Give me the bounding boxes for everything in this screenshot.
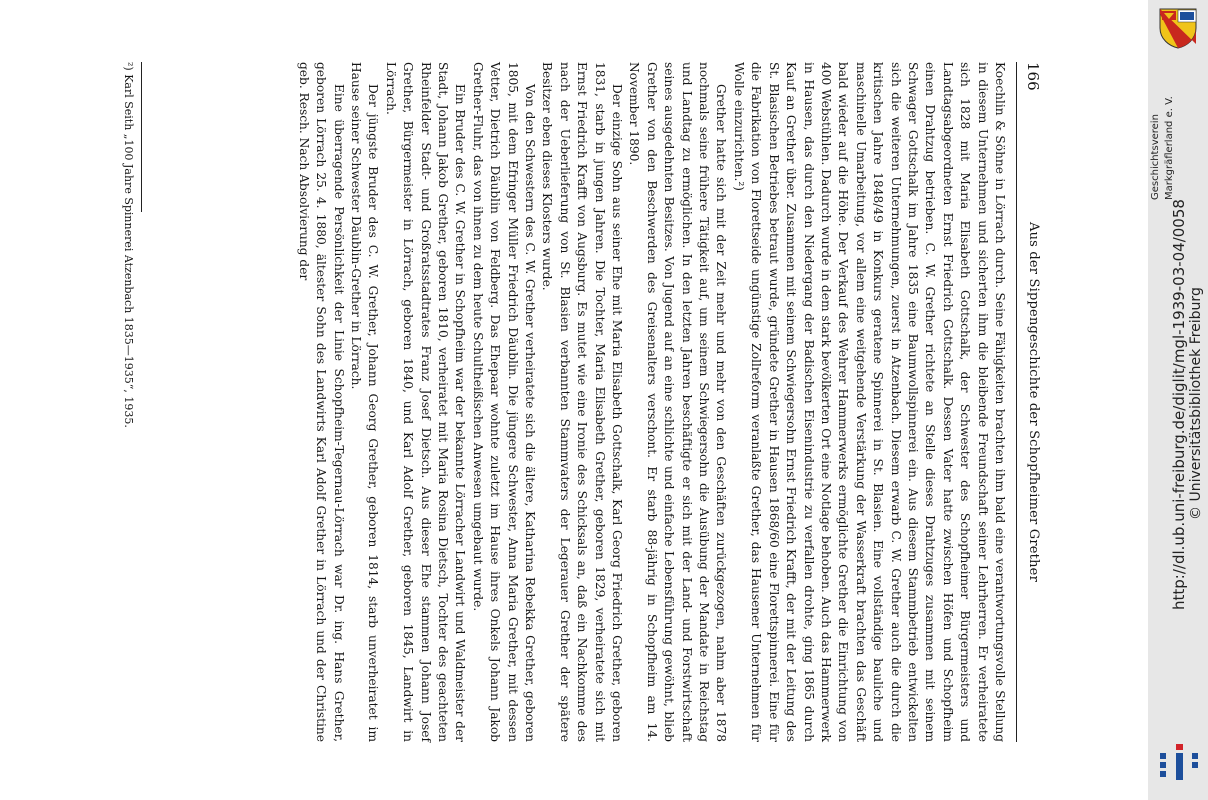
paragraph: Der einzige Sohn aus seiner Ehe mit Maria Elisabeth Gottschalk, Karl Georg Friedrich Grether, geboren 1831, starb in jungen Jahren. Die Tochter, Maria Elisabeth Grether, geboren 1829, verheiratete sich mit Ernst Friedrich Krafft von Augsburg. Es mutet wie eine Ironie des Schicksals an, daß ein Nachkomme des nach der Ueberlieferung von St. Blasien verbannten Stammvaters der Legerauer Grether der spätere Besitzer eben dieses Klosters wurde. (540, 62, 625, 742)
running-head (1016, 62, 1042, 742)
footnote-rule (141, 62, 142, 212)
page-content (82, 62, 1042, 742)
running-title: Aus der Sippengeschichte der Schopfheimer Grether (1026, 222, 1041, 582)
university-library-logo-icon (1152, 744, 1206, 780)
society-name: Geschichtsverein (1150, 114, 1161, 200)
paragraph: Koechlin & Söhne in Lörrach durch. Seine Fähigkeiten brachten ihm bald eine verantwortungsvolle Stellung in diesem Unternehmen und sicherten ihm die bleibende Freundschaft seiner Lehrherren. Er verheiratete sich 1828 mit Maria Elisabeth Gottschalk, der Schwester des Schopfheimer Bürgermeisters und Landtagsabgeordneten Ernst Friedrich Gottschalk. Dessen Vater hatte zwischen Höfen und Schopfheim einen Drahtzug betrieben. C. W. Grether richtete an Stelle dieses Drahtzuges zusammen mit seinem Schwager Gottschalk im Jahre 1835 eine Baumwollspinnerei ein. Aus diesem Stammbetrieb entwickelten sich die weiteren Unternehmungen, zuerst in Atzenbach. Diesem erwarb C. W. Grether auch die durch die kritischen Jahre 1848/49 in Konkurs geratene Spinnerei in St. Blasien. Eine vollständige bauliche und maschinelle Umarbeitung, vor allem eine weitgehende Verstärkung der Wasserkraft brachten das Geschäft bald wieder auf die Höhe. Der Verkauf des Wehrer Hammerwerks ermöglichte Grether die Einrichtung von 400 Webstühlen. Dadurch wurde in dem stark bevölkerten Ort eine Notlage behoben. Auch das Hammerwerk in Hausen, das durch den Niedergang der Badischen Eisenindustrie zu verfallen drohte, ging 1865 durch Kauf an Grether über. Zusammen mit seinem Schwiegersohn Ernst Friedrich Krafft, der mit der Leitung des St. Blasischen Betriebes betraut wurde, gründete Grether in Hausen 1868/60 eine Florettspinnerei. Eine für die Fabrikation von Florettseide ungünstige Zollreform veranlaßte Grether, das Hausener Unternehmen für Wolle einzurichten.²) (731, 62, 1007, 742)
copyright-notice: © Universitätsbibliothek Freiburg (1188, 287, 1204, 520)
society-region: Markgräflerland e. V. (1164, 96, 1175, 200)
paragraph: Von den Schwestern des C. W. Grether verheiratete sich die ältere, Katharina Rebekka Grether, geboren 1805, mit dem Efringer Müller Friedrich Däublin. Die jüngere Schwester, Anna Maria Grether, mit dessen Vetter, Dietrich Däublin von Feldberg. Das Ehepaar wohnte zuletzt im Hause ihres Onkels Johann Jakob Grether-Fluhr, das von ihnen zu dem heute Schultheißischen Anwesen umgebaut wurde. (470, 62, 538, 742)
paragraph: Grether hatte sich mit der Zeit mehr und mehr von den Geschäften zurückgezogen, nahm aber 1878 nochmals seine frühere Tätigkeit auf, um seinem Schwiegersohn die Ausübung der Mandate in Reichstag und Landtag zu ermöglichen. In den letzten Jahren beschäftigte er sich mit der Land- und Forstwirtschaft seines ausgedehnten Besitzes. Von Jugend auf an eine schlichte und einfache Lebensführung gewöhnt, blieb Grether von den Beschwerden des Greisenalters verschont. Er starb 88-jährig in Schopfheim am 14. November 1890. (627, 62, 729, 742)
source-url-link[interactable]: http://dl.ub.uni-freiburg.de/diglit/mgl-1939-03-04/0058 (1170, 199, 1188, 610)
paragraph: Der jüngste Bruder des C. W. Grether, Johann Georg Grether, geboren 1814, starb unverheiratet im Hause seiner Schwester Däublin-Grether in Lörrach. (348, 62, 381, 742)
body-text (294, 62, 1008, 742)
paragraph: Eine überragende Persönlichkeit der Linie Schopfheim-Tegernau-Lörrach war Dr. ing. Hans Grether, geboren Lörrach 25. 4. 1880, ältester Sohn des Landwirts Karl Adolf Grether in Lörrach und der Christine geb. Resch. Nach Absolvierung der (296, 62, 346, 742)
footnote: ²) Karl Seith „100 Jahre Spinnerei Atzenbach 1835—1935“, 1935. (122, 62, 135, 428)
paragraph: Ein Bruder des C. W. Grether in Schopfheim war der bekannte Lörracher Landwirt und Waldmeister der Stadt, Johann Jakob Grether, geboren 1810, verheiratet mit Maria Rosina Dietsch, Tochter des geachteten Rheinfelder Stadt- und Großratsstadtrates Franz Josef Dietsch. Aus dieser Ehe stammen Johann Josef Grether, Bürgermeister in Lörrach, geboren 1840, und Karl Adolf Grether, geboren 1845, Landwirt in Lörrach. (383, 62, 468, 742)
page-number: 166 (1024, 62, 1042, 91)
header-rule (1016, 62, 1017, 742)
coat-of-arms-icon (1156, 6, 1200, 50)
